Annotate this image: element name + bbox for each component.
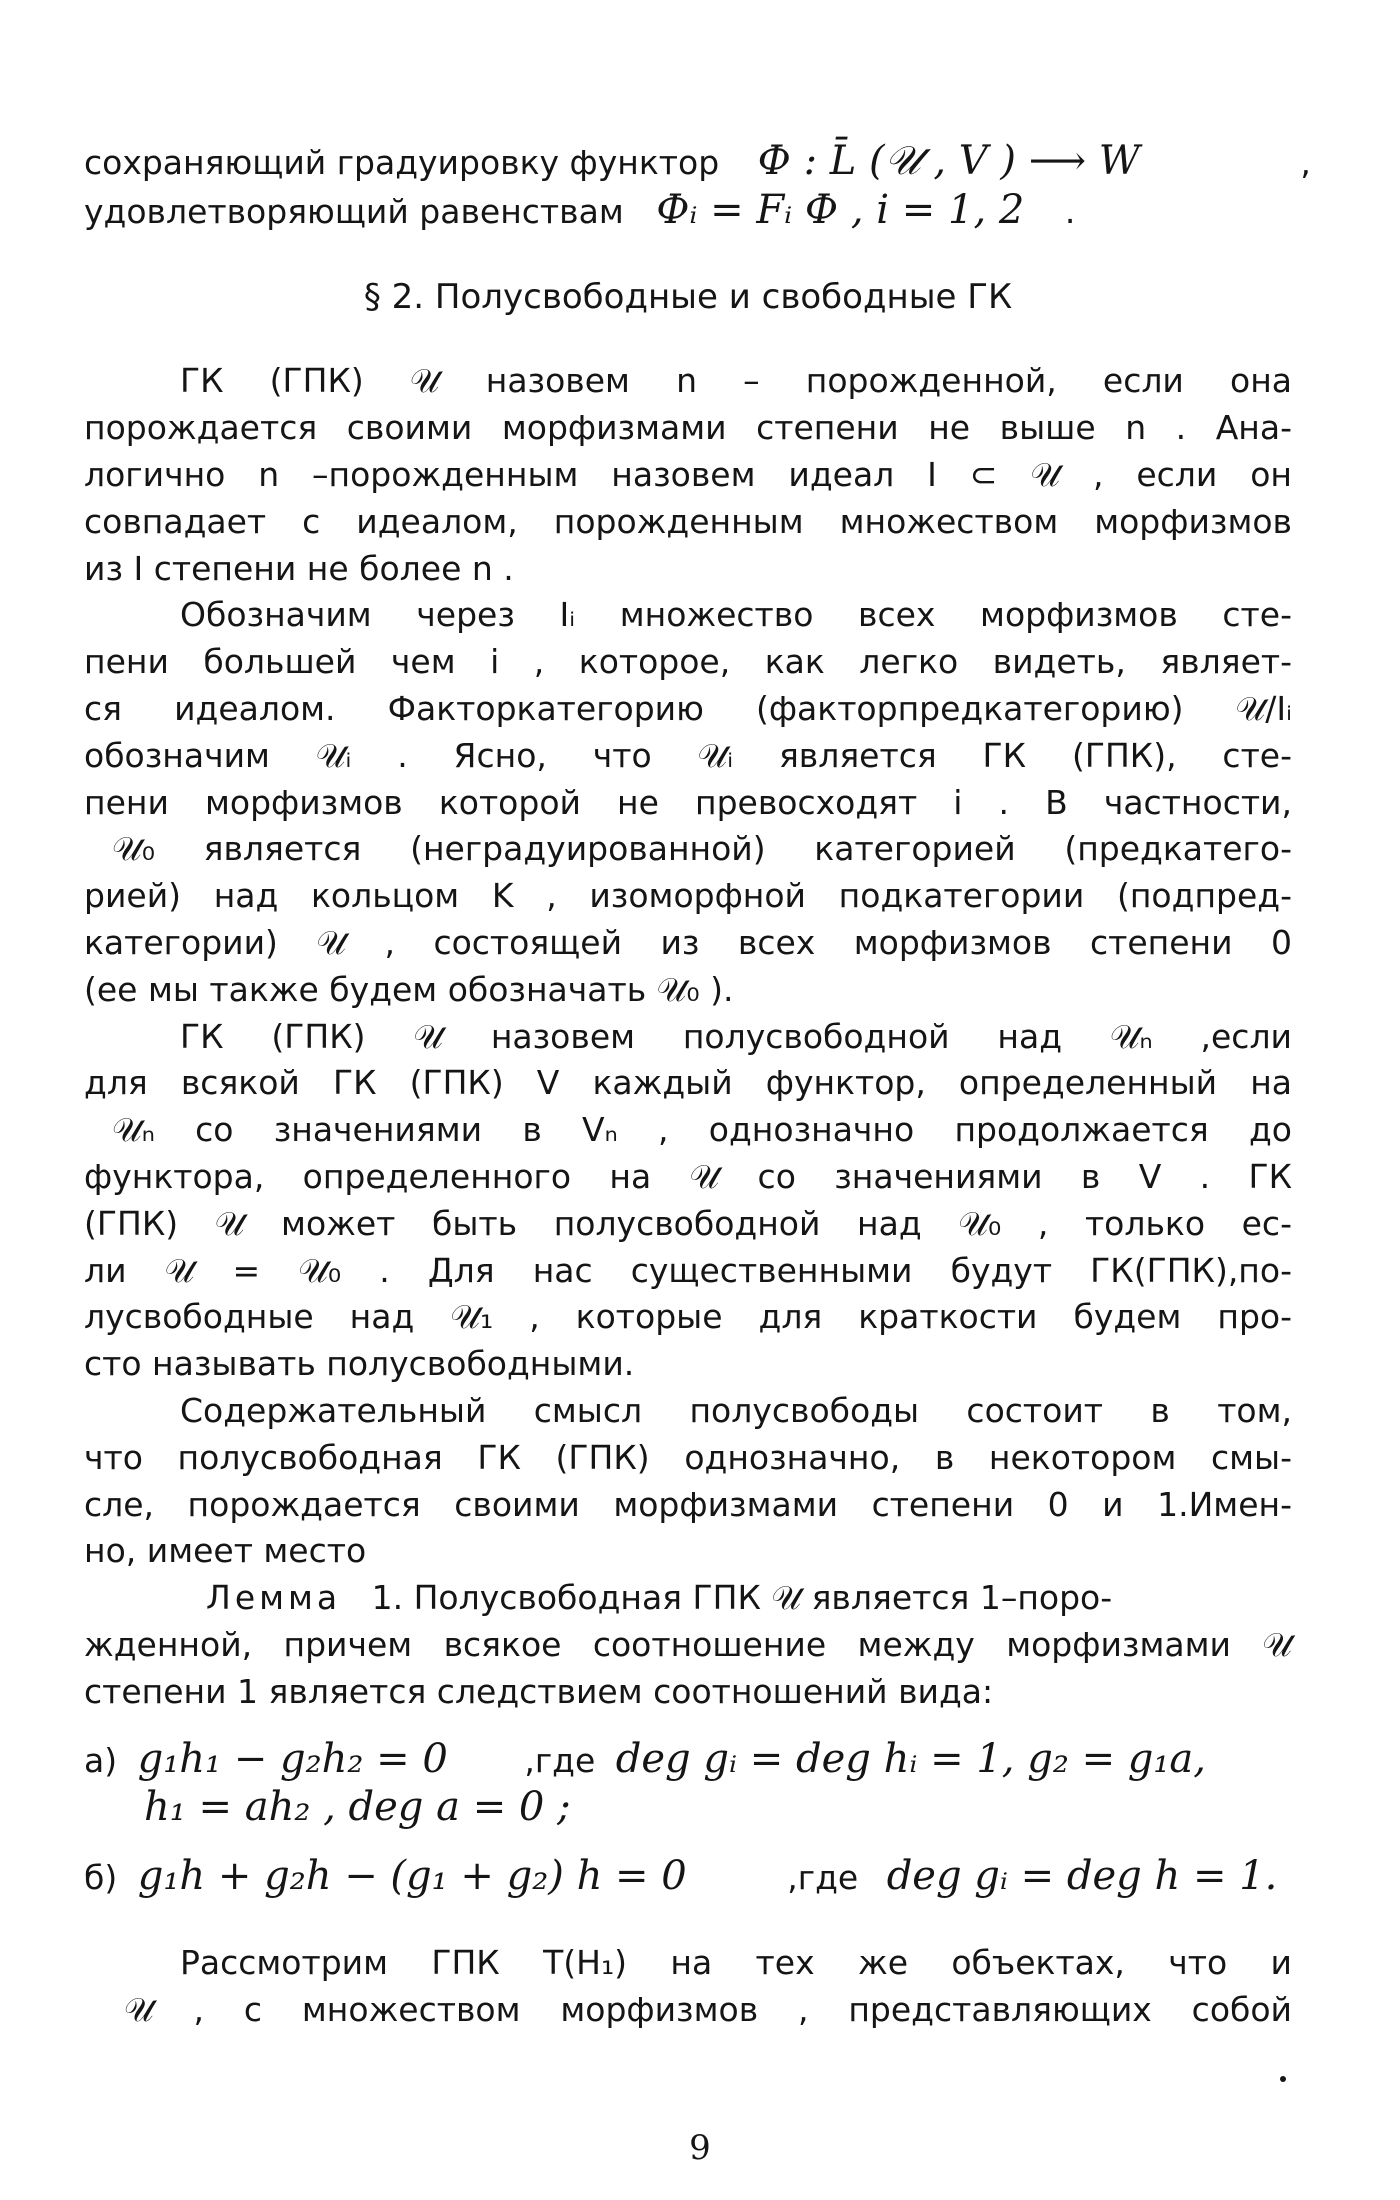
paragraph-line: функтора, определенного на 𝒰 со значениями в V . ГК (84, 1156, 1292, 1196)
paragraph-line: Содержательный смысл полусвободы состоит в том, (180, 1390, 1292, 1430)
paragraph-line: для всякой ГК (ГПК) V каждый функтор, определенный на (84, 1063, 1292, 1103)
paragraph-line: Обозначим через Iᵢ множество всех морфизмов сте- (180, 595, 1292, 635)
paragraph-4 (84, 1388, 1292, 1575)
paragraph-line: пени большей чем i , которое, как легко видеть, являет- (84, 642, 1292, 682)
formula-b: б) g₁h + g₂h − (g₁ + g₂) h = 0 ,где deg gᵢ = deg h = 1. (84, 1853, 1278, 1900)
formula-a (84, 1736, 1292, 1834)
text-body (84, 138, 1311, 2033)
paragraph-line: 𝒰ₙ со значениями в Vₙ , однозначно продолжается до (112, 1110, 1292, 1150)
formula-a-condition: deg gᵢ = deg hᵢ = 1, g₂ = g₁a, (615, 1735, 1206, 1782)
paragraph-line: ГК (ГПК) 𝒰 назовем полусвободной над 𝒰ₙ ,если (180, 1016, 1292, 1056)
lemma-line: степени 1 является следствием соотношений вида: (84, 1671, 994, 1711)
paragraph-line: (ГПК) 𝒰 может быть полусвободной над 𝒰₀ , только ес- (84, 1203, 1292, 1243)
formula-b-equation: g₁h + g₂h − (g₁ + g₂) h = 0 (137, 1853, 687, 1900)
paragraph-line: обозначим 𝒰ᵢ . Ясно, что 𝒰ᵢ является ГК (ГПК), сте- (84, 735, 1292, 775)
paragraph-line: лусвободные над 𝒰₁ , которые для краткости будем про- (84, 1297, 1292, 1337)
paragraph-line: (ее мы также будем обозначать 𝒰₀ ). (84, 969, 734, 1009)
section-title: § 2. Полусвободные и свободные ГК (363, 276, 1013, 317)
formula-b-condition: deg gᵢ = deg h = 1. (886, 1853, 1278, 1900)
lemma-first-line: Лемма 1. Полусвободная ГПК 𝒰 является 1–поро- (206, 1578, 1113, 1618)
paragraph-line: рией) над кольцом K , изоморфной подкатегории (подпред- (84, 876, 1292, 916)
paragraph-line: ГК (ГПК) 𝒰 назовем n – порожденной, если она (180, 361, 1292, 401)
paragraph-line: Рассмотрим ГПК T(H₁) на тех же объектах, что и (180, 1942, 1292, 1982)
paragraph-line: пени морфизмов которой не превосходят i . В частности, (84, 782, 1292, 822)
lemma-label: Лемма (206, 1578, 342, 1618)
paragraph-2 (84, 592, 1292, 1013)
paragraph-line: ли 𝒰 = 𝒰₀ . Для нас существенными будут ГК(ГПК),по- (84, 1250, 1292, 1290)
equality-formula: Фᵢ = Fᵢ Ф , i = 1, 2 (656, 186, 1025, 233)
intro-line-2: удовлетворяющий равенствам Фᵢ = Fᵢ Ф , i = 1, 2 . (84, 186, 1076, 233)
formula-b-label: б) (84, 1858, 118, 1898)
lemma (84, 1575, 1292, 1715)
lemma-line: жденной, причем всякое соотношение между морфизмами 𝒰 (84, 1624, 1292, 1664)
paragraph-line: что полусвободная ГК (ГПК) однозначно, в некотором смы- (84, 1437, 1292, 1477)
formula-a-line-1: а) g₁h₁ − g₂h₂ = 0 ,где deg gᵢ = deg hᵢ = 1, g₂ = g₁a, (84, 1735, 1206, 1782)
paragraph-line: ся идеалом. Факторкатегорию (факторпредкатегорию) 𝒰/Iᵢ (84, 688, 1292, 728)
formula-a-label: а) (84, 1740, 118, 1780)
paragraph-1 (84, 358, 1292, 592)
paragraph-line: но, имеет место (84, 1531, 367, 1571)
stray-dot (1280, 2076, 1286, 2082)
page-number: 9 (689, 2128, 711, 2168)
paragraph-line: логично n –порожденным назовем идеал I ⊂ 𝒰 , если он (84, 454, 1292, 494)
paragraph-line: совпадает с идеалом, порожденным множеством морфизмов (84, 501, 1292, 541)
paragraph-5 (84, 1940, 1292, 2034)
paragraph-3 (84, 1014, 1292, 1388)
paragraph-line: 𝒰₀ является (неградуированной) категорией (предкатего- (112, 829, 1292, 869)
formula-a-line-2: h₁ = ah₂ , deg a = 0 ; (144, 1784, 571, 1831)
formula-a-equation: g₁h₁ − g₂h₂ = 0 (137, 1735, 448, 1782)
paragraph-line: порождается своими морфизмами степени не выше n . Ана- (84, 408, 1292, 448)
intro-line-1: сохраняющий градуировку функтор Ф : L̄ (𝒰 , V ) ⟶ W , (84, 138, 1311, 184)
paragraph-line: сто называть полусвободными. (84, 1344, 635, 1384)
paragraph-line: категории) 𝒰 , состоящей из всех морфизмов степени 0 (84, 922, 1292, 962)
paragraph-line: 𝒰 , с множеством морфизмов , представляющих собой (124, 1989, 1292, 2029)
paragraph-line: сле, порождается своими морфизмами степени 0 и 1.Имен- (84, 1484, 1292, 1524)
functor-formula: Ф : L̄ (𝒰 , V ) ⟶ W (757, 138, 1140, 184)
paragraph-line: из I степени не более n . (84, 548, 514, 588)
